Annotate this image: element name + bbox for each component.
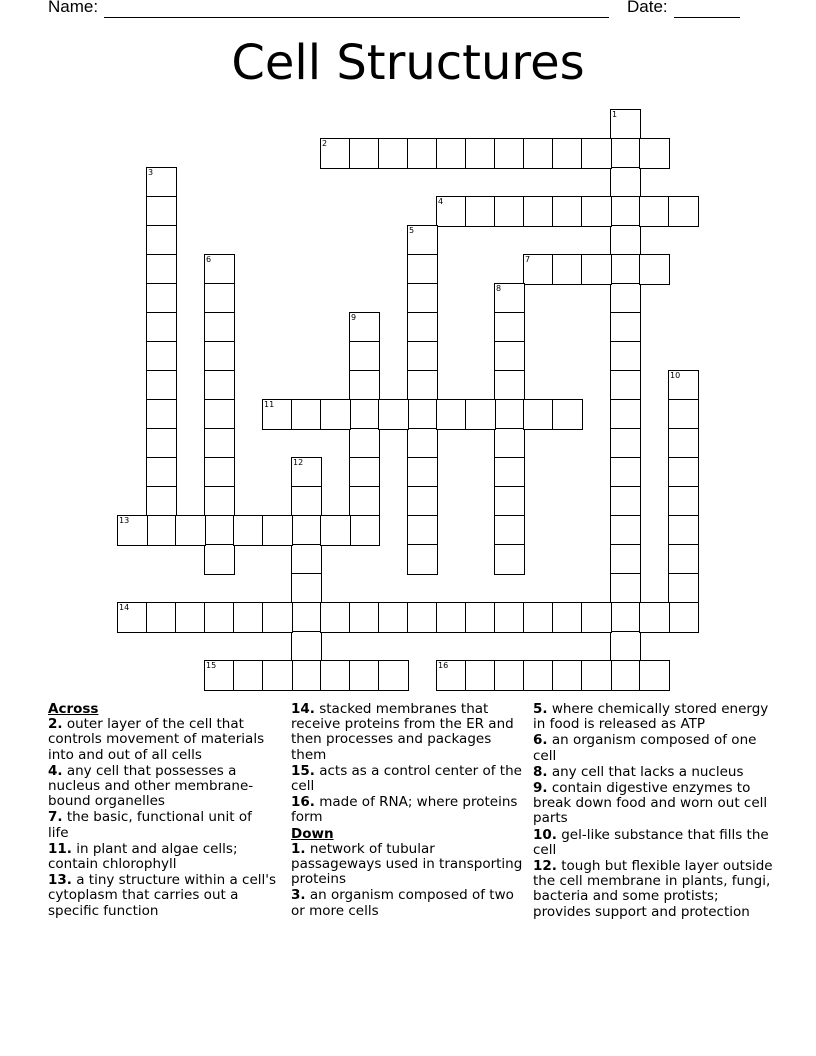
grid-cell[interactable] <box>146 225 177 256</box>
grid-cell[interactable] <box>668 399 699 430</box>
grid-cell[interactable] <box>378 660 409 691</box>
grid-cell[interactable] <box>407 399 438 430</box>
grid-cell[interactable] <box>610 660 641 691</box>
clue-number: 12. <box>533 858 557 875</box>
grid-cell[interactable] <box>291 660 322 691</box>
grid-cell[interactable] <box>465 602 496 633</box>
grid-cell[interactable] <box>639 138 670 169</box>
grid-cell[interactable] <box>262 515 293 546</box>
grid-cell[interactable] <box>349 312 380 343</box>
clue-start-number: 7 <box>525 255 531 264</box>
grid-cell[interactable] <box>320 399 351 430</box>
clue-start-number: 8 <box>496 284 502 293</box>
grid-cell[interactable] <box>581 196 612 227</box>
clue-number: 15. <box>291 762 315 779</box>
grid-cell[interactable] <box>291 573 322 604</box>
grid-cell[interactable] <box>494 370 525 401</box>
grid-cell[interactable] <box>523 399 554 430</box>
clue-start-number: 15 <box>206 661 217 670</box>
clue-text: in plant and algae cells; contain chlorophyll <box>48 840 238 873</box>
grid-cell[interactable] <box>291 457 322 488</box>
grid-cell[interactable] <box>552 660 583 691</box>
date-label: Date: <box>627 0 668 16</box>
grid-cell[interactable] <box>639 254 670 285</box>
grid-cell[interactable] <box>378 138 409 169</box>
clue-number: 10. <box>533 826 557 843</box>
grid-cell[interactable] <box>146 486 177 517</box>
grid-cell[interactable] <box>639 660 670 691</box>
grid-cell[interactable] <box>262 399 293 430</box>
grid-cell[interactable] <box>349 138 380 169</box>
grid-cell[interactable] <box>610 138 641 169</box>
grid-cell[interactable] <box>349 457 380 488</box>
grid-cell[interactable] <box>378 602 409 633</box>
grid-cell[interactable] <box>233 602 264 633</box>
grid-cell[interactable] <box>204 515 235 546</box>
grid-cell[interactable] <box>552 196 583 227</box>
clue-start-number: 2 <box>322 139 328 148</box>
grid-cell[interactable] <box>668 544 699 575</box>
grid-cell[interactable] <box>204 544 235 575</box>
grid-cell[interactable] <box>204 660 235 691</box>
across-clue <box>48 717 276 763</box>
grid-cell[interactable] <box>494 660 525 691</box>
grid-cell[interactable] <box>610 486 641 517</box>
down-clue <box>291 888 523 918</box>
grid-cell[interactable] <box>668 486 699 517</box>
clue-start-number: 11 <box>264 400 275 409</box>
grid-cell[interactable] <box>610 341 641 372</box>
grid-cell[interactable] <box>204 312 235 343</box>
grid-cell[interactable] <box>581 254 612 285</box>
grid-cell[interactable] <box>523 660 554 691</box>
grid-cell[interactable] <box>610 457 641 488</box>
grid-cell[interactable] <box>146 602 177 633</box>
grid-cell[interactable] <box>407 138 438 169</box>
grid-cell[interactable] <box>610 167 641 198</box>
clue-text: outer layer of the cell that controls movement of materials into and out of all cells <box>48 716 265 763</box>
grid-cell[interactable] <box>146 428 177 459</box>
grid-cell[interactable] <box>610 225 641 256</box>
grid-cell[interactable] <box>610 602 641 633</box>
clue-text: contain digestive enzymes to break down food and worn out cell parts <box>533 780 768 827</box>
clue-number: 13. <box>48 872 72 889</box>
across-clue <box>291 702 523 763</box>
grid-cell[interactable] <box>407 225 438 256</box>
grid-cell[interactable] <box>146 167 177 198</box>
grid-cell[interactable] <box>552 602 583 633</box>
grid-cell[interactable] <box>523 602 554 633</box>
grid-cell[interactable] <box>581 660 612 691</box>
grid-cell[interactable] <box>407 457 438 488</box>
grid-cell[interactable] <box>465 196 496 227</box>
grid-cell[interactable] <box>610 370 641 401</box>
grid-cell[interactable] <box>204 283 235 314</box>
clue-number: 6. <box>533 732 548 749</box>
grid-cell[interactable] <box>494 399 525 430</box>
grid-cell[interactable] <box>349 486 380 517</box>
across-clue <box>48 764 276 810</box>
grid-cell[interactable] <box>494 515 525 546</box>
across-heading: Across <box>48 701 99 717</box>
grid-cell[interactable] <box>407 312 438 343</box>
clue-start-number: 3 <box>148 168 154 177</box>
grid-cell[interactable] <box>349 341 380 372</box>
grid-cell[interactable] <box>175 602 206 633</box>
across-clue <box>48 810 276 840</box>
down-clue <box>291 842 523 888</box>
clue-start-number: 13 <box>119 516 130 525</box>
grid-cell[interactable] <box>407 283 438 314</box>
grid-cell[interactable] <box>465 660 496 691</box>
grid-cell[interactable] <box>146 341 177 372</box>
grid-cell[interactable] <box>610 515 641 546</box>
grid-cell[interactable] <box>668 602 699 633</box>
grid-cell[interactable] <box>610 196 641 227</box>
grid-cell[interactable] <box>610 544 641 575</box>
grid-cell[interactable] <box>494 341 525 372</box>
down-clue <box>533 781 773 827</box>
grid-cell[interactable] <box>175 515 206 546</box>
down-heading: Down <box>291 825 334 842</box>
grid-cell[interactable] <box>407 254 438 285</box>
grid-cell[interactable] <box>494 428 525 459</box>
clue-text: made of RNA; where proteins form <box>291 794 518 826</box>
grid-cell[interactable] <box>291 515 322 546</box>
grid-cell[interactable] <box>581 602 612 633</box>
grid-cell[interactable] <box>117 602 148 633</box>
grid-cell[interactable] <box>523 138 554 169</box>
down-clue <box>533 765 773 780</box>
grid-cell[interactable] <box>436 138 467 169</box>
down-clue <box>533 733 773 763</box>
grid-cell[interactable] <box>552 254 583 285</box>
grid-cell[interactable] <box>204 457 235 488</box>
clue-text: acts as a control center of the cell <box>291 762 522 795</box>
grid-cell[interactable] <box>320 660 351 691</box>
clue-number: 16. <box>291 794 315 811</box>
grid-cell[interactable] <box>349 370 380 401</box>
grid-cell[interactable] <box>146 457 177 488</box>
grid-cell[interactable] <box>668 370 699 401</box>
grid-cell[interactable] <box>407 486 438 517</box>
grid-cell[interactable] <box>146 399 177 430</box>
grid-cell[interactable] <box>233 660 264 691</box>
grid-cell[interactable] <box>494 602 525 633</box>
clue-number: 4. <box>48 762 63 779</box>
grid-cell[interactable] <box>291 544 322 575</box>
clue-text: network of tubular passageways used in transporting proteins <box>291 840 523 888</box>
clue-text: any cell that lacks a nucleus <box>551 763 744 780</box>
grid-cell[interactable] <box>349 602 380 633</box>
grid-cell[interactable] <box>668 457 699 488</box>
grid-cell[interactable] <box>407 602 438 633</box>
grid-cell[interactable] <box>552 138 583 169</box>
grid-cell[interactable] <box>552 399 583 430</box>
grid-cell[interactable] <box>436 196 467 227</box>
grid-cell[interactable] <box>610 428 641 459</box>
grid-cell[interactable] <box>349 428 380 459</box>
grid-cell[interactable] <box>204 341 235 372</box>
grid-cell[interactable] <box>146 515 177 546</box>
grid-cell[interactable] <box>320 602 351 633</box>
grid-cell[interactable] <box>610 312 641 343</box>
clue-start-number: 12 <box>293 458 304 467</box>
grid-cell[interactable] <box>204 486 235 517</box>
grid-cell[interactable] <box>349 399 380 430</box>
down-clue <box>533 859 773 920</box>
clue-number: 14. <box>291 701 315 717</box>
grid-cell[interactable] <box>436 399 467 430</box>
grid-cell[interactable] <box>320 515 351 546</box>
clue-text: stacked membranes that receive proteins from the ER and then processes and packages them <box>291 701 514 763</box>
clues-column-1 <box>48 702 276 920</box>
grid-cell[interactable] <box>291 399 322 430</box>
grid-cell[interactable] <box>610 109 641 140</box>
grid-cell[interactable] <box>494 312 525 343</box>
grid-cell[interactable] <box>407 544 438 575</box>
name-label: Name: <box>48 0 99 16</box>
grid-cell[interactable] <box>233 515 264 546</box>
clue-text: a tiny structure within a cell's cytoplasm that carries out a specific function <box>48 872 276 919</box>
clue-start-number: 6 <box>206 255 212 264</box>
across-clue <box>48 842 276 872</box>
grid-cell[interactable] <box>146 196 177 227</box>
grid-cell[interactable] <box>668 515 699 546</box>
grid-cell[interactable] <box>523 196 554 227</box>
clue-number: 5. <box>533 701 548 717</box>
grid-cell[interactable] <box>610 283 641 314</box>
puzzle-title: Cell Structures <box>231 35 585 91</box>
grid-cell[interactable] <box>436 660 467 691</box>
clue-text: an organism composed of two or more cells <box>291 887 514 919</box>
grid-cell[interactable] <box>523 254 554 285</box>
grid-cell[interactable] <box>262 660 293 691</box>
clue-number: 3. <box>291 887 306 904</box>
grid-cell[interactable] <box>610 573 641 604</box>
grid-cell[interactable] <box>407 370 438 401</box>
grid-cell[interactable] <box>407 515 438 546</box>
grid-cell[interactable] <box>117 515 148 546</box>
grid-cell[interactable] <box>204 428 235 459</box>
grid-cell[interactable] <box>262 602 293 633</box>
clue-number: 9. <box>533 780 548 797</box>
clue-start-number: 10 <box>670 371 681 380</box>
clues-column-2 <box>291 702 523 920</box>
grid-cell[interactable] <box>204 602 235 633</box>
grid-cell[interactable] <box>494 138 525 169</box>
clue-start-number: 1 <box>612 110 618 119</box>
clue-number: 11. <box>48 840 72 857</box>
grid-cell[interactable] <box>349 515 380 546</box>
grid-cell[interactable] <box>639 196 670 227</box>
clue-text: the basic, functional unit of life <box>48 809 252 841</box>
grid-cell[interactable] <box>320 138 351 169</box>
down-clue <box>533 828 773 858</box>
grid-cell[interactable] <box>668 573 699 604</box>
grid-cell[interactable] <box>291 602 322 633</box>
grid-cell[interactable] <box>581 138 612 169</box>
clues-column-3 <box>533 702 773 921</box>
clue-start-number: 5 <box>409 226 415 235</box>
grid-cell[interactable] <box>407 341 438 372</box>
grid-cell[interactable] <box>291 631 322 662</box>
grid-cell[interactable] <box>349 660 380 691</box>
across-clue <box>48 873 276 919</box>
grid-cell[interactable] <box>146 312 177 343</box>
clue-start-number: 9 <box>351 313 357 322</box>
grid-cell[interactable] <box>291 486 322 517</box>
grid-cell[interactable] <box>494 457 525 488</box>
clue-number: 1. <box>291 840 306 857</box>
clue-text: where chemically stored energy in food is released as ATP <box>533 701 769 733</box>
clue-text: an organism composed of one cell <box>533 732 757 764</box>
grid-cell[interactable] <box>494 283 525 314</box>
clue-start-number: 16 <box>438 661 449 670</box>
clue-start-number: 4 <box>438 197 444 206</box>
clue-number: 8. <box>533 763 548 780</box>
grid-cell[interactable] <box>378 399 409 430</box>
clue-text: tough but flexible layer outside the cell membrane in plants, fungi, bacteria and some protists; provides support and protection <box>533 858 773 920</box>
across-clue <box>291 764 523 794</box>
grid-cell[interactable] <box>465 138 496 169</box>
clue-number: 2. <box>48 716 63 733</box>
grid-cell[interactable] <box>668 196 699 227</box>
grid-cell[interactable] <box>494 196 525 227</box>
clue-start-number: 14 <box>119 603 130 612</box>
clue-text: any cell that possesses a nucleus and other membrane-bound organelles <box>48 762 254 810</box>
grid-cell[interactable] <box>494 544 525 575</box>
grid-cell[interactable] <box>668 428 699 459</box>
grid-cell[interactable] <box>610 399 641 430</box>
grid-cell[interactable] <box>146 254 177 285</box>
grid-cell[interactable] <box>639 602 670 633</box>
grid-cell[interactable] <box>204 370 235 401</box>
grid-cell[interactable] <box>436 602 467 633</box>
grid-cell[interactable] <box>494 486 525 517</box>
grid-cell[interactable] <box>610 631 641 662</box>
across-clue <box>291 795 523 825</box>
grid-cell[interactable] <box>407 428 438 459</box>
grid-cell[interactable] <box>610 254 641 285</box>
grid-cell[interactable] <box>204 254 235 285</box>
clue-number: 7. <box>48 809 63 826</box>
grid-cell[interactable] <box>146 370 177 401</box>
grid-cell[interactable] <box>146 283 177 314</box>
grid-cell[interactable] <box>465 399 496 430</box>
down-clue <box>533 702 773 732</box>
clue-text: gel-like substance that fills the cell <box>533 826 769 858</box>
grid-cell[interactable] <box>204 399 235 430</box>
